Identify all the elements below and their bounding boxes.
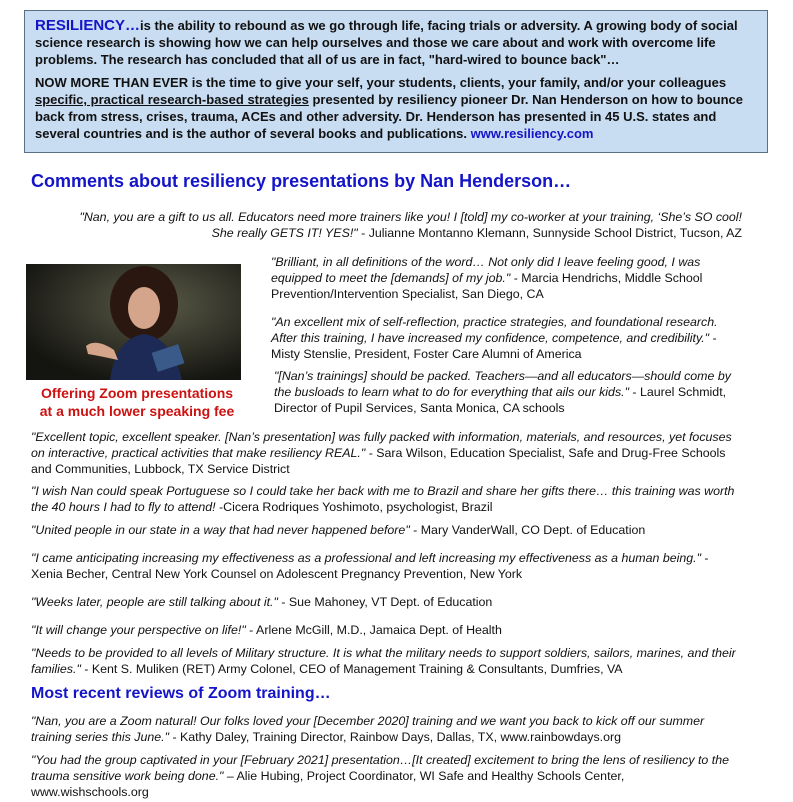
quote-11 [31,645,741,677]
quote-3 [271,314,741,362]
comments-heading: Comments about resiliency presentations by Nan Henderson… [31,171,572,191]
quote-text: "[Nan’s trainings] should be packed. Teachers—and all educators—should come by the busloads to learn what to do for everything that ails our kids." [274,369,731,399]
quote-7 [31,522,741,538]
quote-text: "I came anticipating increasing my effectiveness as a professional and left increasing my effectiveness as a human being." [31,551,701,565]
caption-line-2: at a much lower speaking fee [39,403,235,419]
quote-text: "I wish Nan could speak Portuguese so I could take her back with me to Brazil and share her gifts there… this training was worth the 40 hours I had to fly to attend! [31,484,735,514]
quote-attribution: - Xenia Becher, Central New York Counsel on Adolescent Pregnancy Prevention, New York [31,551,709,581]
strategies-underlined: specific, practical research-based strategies [35,92,309,107]
quote-attribution: - Mary VanderWall, CO Dept. of Education [409,523,646,537]
resiliency-link[interactable]: www.resiliency.com [470,126,594,141]
speaker-photo-image [26,264,241,380]
caption-line-1: Offering Zoom presentations [40,385,234,401]
intro-paragraph-2 [35,74,757,142]
quote-9 [31,594,741,610]
quote-attribution: - Arlene McGill, M.D., Jamaica Dept. of Health [245,623,502,637]
quote-text: "You had the group captivated in your [February 2021] presentation…[It created] excitement to bring the lens of resiliency to the trauma sensitive work being done." [31,753,729,783]
quote-text: "Nan, you are a Zoom natural! Our folks loved your [December 2020] training and we want you back to kick off our summer training series this June." [31,714,705,744]
quote-1 [58,209,742,241]
photo-caption [26,384,248,420]
quote-attribution: - Kent S. Muliken (RET) Army Colonel, CEO of Management Training & Consultants, Dumfries, VA [80,662,623,676]
intro-text-2a: NOW MORE THAN EVER is the time to give your self, your students, clients, your family, and/or your colleagues [35,75,727,90]
quote-10 [31,622,741,638]
intro-text-1: is the ability to rebound as we go through life, facing trials or adversity. A growing body of social science research is showing how we can help ourselves and those we care about and work with overcome life problems. The research has concluded that all of us are in fact, "hard-wired to bounce back"… [35,18,738,67]
quote-attribution: - Laurel Schmidt, Director of Pupil Services, Santa Monica, CA schools [274,385,727,415]
quote-5 [31,429,741,477]
quote-attribution: - Kathy Daley, Training Director, Rainbow Days, Dallas, TX, www.rainbowdays.org [169,730,621,744]
intro-paragraph-1 [35,17,757,68]
quote-text: "Weeks later, people are still talking about it." [31,595,278,609]
quote-text: "Excellent topic, excellent speaker. [Nan’s presentation] was fully packed with information, materials, and resources, yet focuses on interactive, practical activities that make resiliency REAL." [31,430,732,460]
intro-box [24,10,768,153]
quote-4 [271,368,741,416]
zoom-quote-2 [31,752,741,800]
quote-text: "Needs to be provided to all levels of Military structure. It is what the military needs to support soldiers, sailors, marines, and their families." [31,646,736,676]
quote-text: "An excellent mix of self-reflection, practice strategies, and foundational research. After this training, I have increased my confidence, competence, and credibility." [271,315,718,345]
resiliency-heading: RESILIENCY… [35,17,141,34]
quote-text: "Nan, you are a gift to us all. Educators need more trainers like you! I [told] my co-worker at your training, ‘She’s SO cool! She really GETS IT! YES!" [79,210,742,240]
intro-text-2b: presented by resiliency pioneer Dr. Nan Henderson on how to bounce back from stress, crises, trauma, ACEs and other adversity. Dr. Henderson has presented in 45 U.S. states and several countries and is the author of several books and publications. [35,92,744,141]
quote-6 [31,483,741,515]
quote-text: "United people in our state in a way that had never happened before" [31,523,410,537]
zoom-reviews-heading: Most recent reviews of Zoom training… [31,685,331,702]
zoom-quote-1 [31,713,741,745]
quote-attribution: – Alie Hubing, Project Coordinator, WI Safe and Healthy Schools Center, www.wishschools.org [31,769,625,799]
quote-attribution: - Julianne Montanno Klemann, Sunnyside School District, Tucson, AZ [357,226,742,240]
quote-text: "It will change your perspective on life!" [31,623,246,637]
speaker-photo [26,264,241,380]
quote-attribution: - Sue Mahoney, VT Dept. of Education [277,595,493,609]
quote-attribution: - Misty Stenslie, President, Foster Care Alumni of America [271,331,717,361]
quote-attribution: - Marcia Hendrichs, Middle School Prevention/Intervention Specialist, San Diego, CA [271,271,703,301]
quote-attribution: - Sara Wilson, Education Specialist, Safe and Drug-Free Schools and Communities, Lubbock, TX Service District [31,446,726,476]
quote-2 [271,254,741,302]
quote-text: "Brilliant, in all definitions of the word… Not only did I leave feeling good, I was equipped to meet the [demands] of my job." [271,255,701,285]
quote-attribution: -Cicera Rodriques Yoshimoto, psychologist, Brazil [215,500,493,514]
quote-8 [31,550,741,582]
